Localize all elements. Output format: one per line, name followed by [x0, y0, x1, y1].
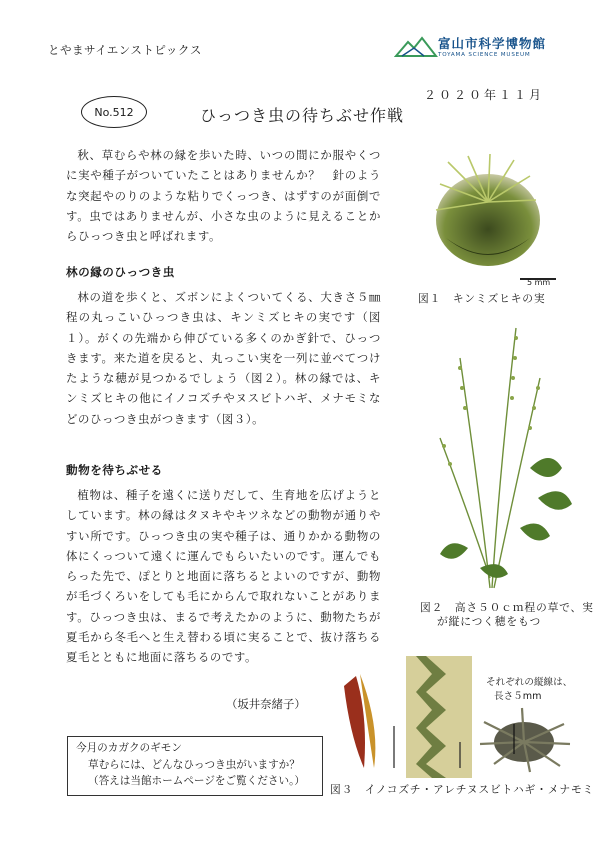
fig2-caption-line2: が縦につく穂をもつ — [437, 615, 542, 628]
series-title: とやまサイエンストピックス — [48, 43, 202, 57]
section-heading-forest-edge: 林の縁のひっつき虫 — [66, 265, 175, 279]
author: （坂井奈緒子） — [226, 697, 306, 711]
issue-date: ２０２０年１１月 — [424, 88, 545, 102]
fig1-caption: 図１ キンミズヒキの実 — [418, 292, 546, 305]
plant-photo — [420, 318, 580, 594]
fig3-note-line2: 長さ５mm — [494, 691, 542, 702]
intro-paragraph: 秋、草むらや林の縁を歩いた時、いつの間にか服やくつに実や種子がついていたことはありませんか？ 針のような突起やのりのような粘りでくっつき、はずすのが面倒です。虫ではありませんが、小さな虫のように見えることからひっつき虫と呼ばれます。 — [66, 148, 381, 244]
answer-note: （答えは当館ホームページをご覧ください。） — [88, 775, 305, 787]
museum-logo-icon — [394, 36, 438, 58]
fig3-scale-note — [486, 676, 572, 704]
fig2-caption-line1: 図２ 高さ５０ｃｍ程の草で、実 — [420, 601, 594, 614]
question-text: 草むらには、どんなひっつき虫がいますか？ — [88, 758, 300, 771]
fig3-note-line1: それぞれの縦線は、 — [486, 677, 573, 688]
section1-paragraph: 林の道を歩くと、ズボンによくついてくる、大きさ５㎜程の丸っこいひっつき虫は、キンミズヒキの実です（図１）。がくの先端から伸びている多くのかぎ針で、ひっつきます。来た道を戻ると、丸っこい実を一列に並べてつけたような穂が見つかるでしょう（図２）。林の縁では、キンミズヒキの他にイノコズチやヌスビトハギ、メナモミなどのひっつき虫がつきます（図３）。 — [66, 290, 381, 426]
section-heading-ambush: 動物を待ちぶせる — [66, 463, 163, 477]
nusubitohagi-photo — [406, 656, 472, 778]
museum-name-en: TOYAMA SCIENCE MUSEUM — [438, 52, 531, 58]
question-box-title: 今月のカガクのギモン — [76, 742, 182, 754]
fig3-caption: 図３ イノコズチ・アレチヌスビトハギ・メナモミ — [330, 783, 595, 796]
menamomi-photo — [474, 704, 574, 774]
burr-photo — [418, 142, 558, 272]
section2-paragraph: 植物は、種子を遠くに送りだして、生育地を広げようとしています。林の縁はタヌキやキツネなどの動物が通りやすい所です。ひっつき虫の実や種子は、通りかかる動物の体にくっついて遠くに運んでもらいたいのです。運んでもらった先で、ぽとりと地面に落ちるとよいのですが、動物が毛づくろいをしても毛にからんで取れないことがあります。ひっつき虫は、まるで考えたかのように、動物たちが夏毛から冬毛へと生え替わる頃に実ることで、抜け落ちる夏毛とともに地面に落ちるのです。 — [66, 488, 381, 665]
article-title: ひっつき虫の待ちぶせ作戦 — [200, 106, 405, 125]
inokozuchi-photo — [330, 656, 408, 778]
question-box — [67, 736, 323, 796]
issue-number: No.512 — [81, 96, 147, 128]
scale-label: 5 mm — [527, 278, 551, 287]
museum-name: 富山市科学博物館 — [438, 36, 547, 51]
